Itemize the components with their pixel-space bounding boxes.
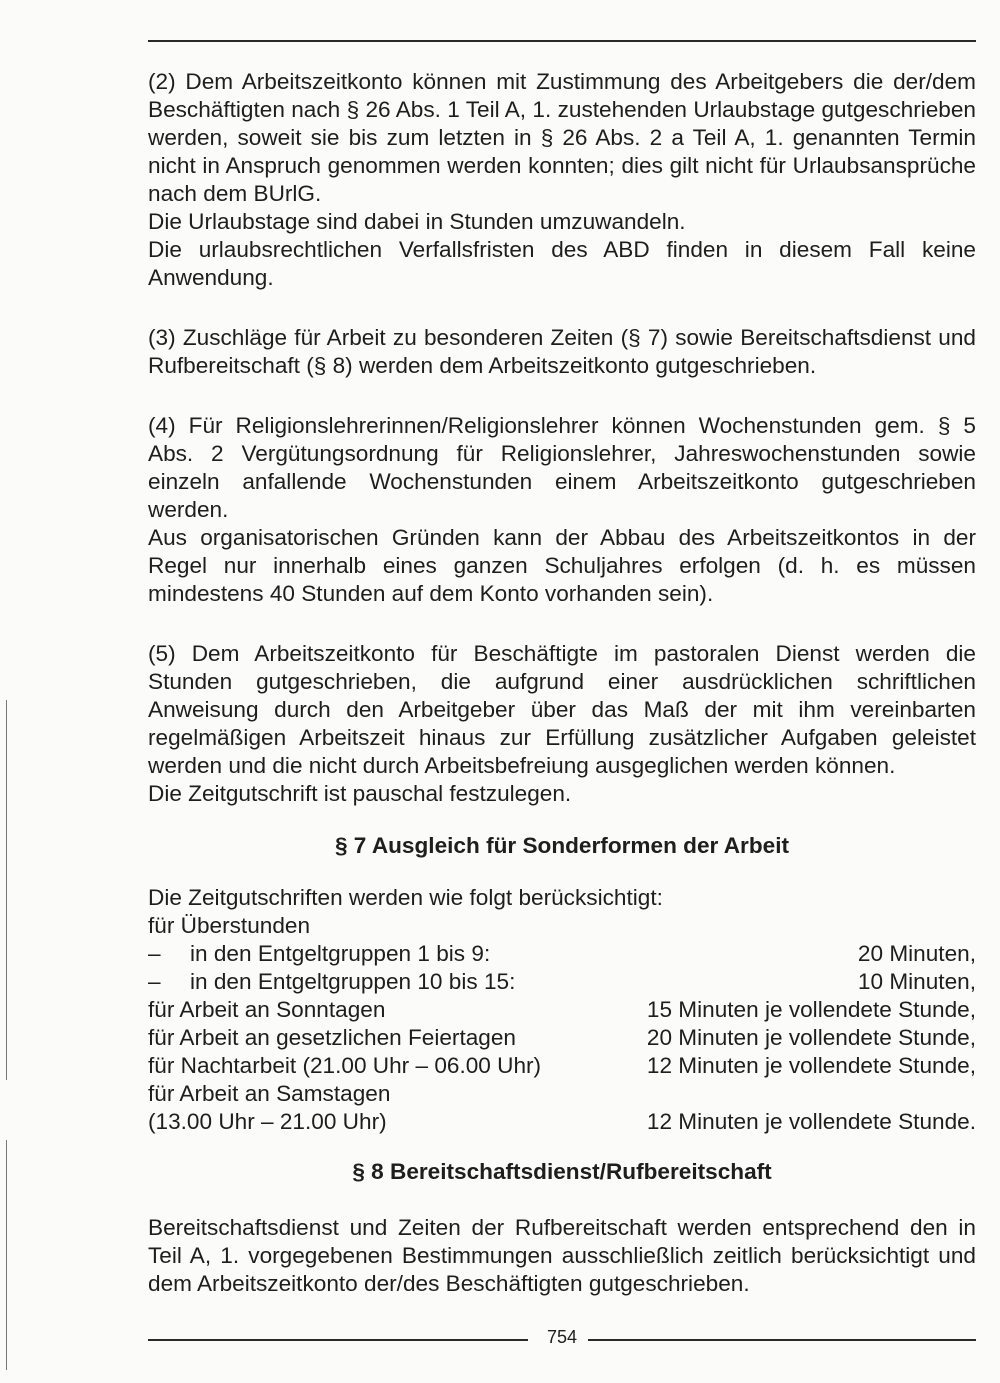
section-7-intro: Die Zeitgutschriften werden wie folgt berücksichtigt: bbox=[148, 885, 663, 910]
paragraph-5-note: Die Zeitgutschrift ist pauschal festzulegen. bbox=[148, 781, 572, 806]
paragraph-4: (4) Für Religionslehrerinnen/Religionslehrer können Wochenstunden gem. § 5 Abs. 2 Vergütungsordnung für Religionslehrer, Jahreswochenstunden sowie einzeln anfallende Wochenstunden einem Arbeitszeitkonto gutgeschrieben werden. bbox=[148, 413, 976, 522]
section-8-heading: § 8 Bereitschaftsdienst/Rufbereitschaft bbox=[352, 1159, 772, 1184]
scan-margin-mark bbox=[6, 1140, 7, 1370]
table-row: (13.00 Uhr – 21.00 Uhr) 12 Minuten je vollendete Stunde. bbox=[148, 1109, 976, 1134]
table-row: – in den Entgeltgruppen 10 bis 15: 10 Minuten, bbox=[148, 969, 976, 994]
scan-margin-mark bbox=[6, 700, 7, 1080]
section-7-overtime-label: für Überstunden bbox=[148, 913, 311, 938]
paragraph-2-expiry: Die urlaubsrechtlichen Verfallsfristen des ABD finden in diesem Fall keine Anwendung. bbox=[148, 237, 976, 290]
table-row: für Arbeit an Sonntagen 15 Minuten je vollendete Stunde, bbox=[148, 997, 976, 1022]
footer-rule-right bbox=[588, 1339, 976, 1341]
top-rule bbox=[148, 40, 976, 42]
paragraph-3: (3) Zuschläge für Arbeit zu besonderen Zeiten (§ 7) sowie Bereitschaftsdienst und Rufbereitschaft (§ 8) werden dem Arbeitszeitkonto gutgeschrieben. bbox=[148, 325, 976, 378]
paragraph-2-conversion: Die Urlaubstage sind dabei in Stunden umzuwandeln. bbox=[148, 209, 686, 234]
table-row: – in den Entgeltgruppen 1 bis 9: 20 Minuten, bbox=[148, 941, 976, 966]
section-8-text: Bereitschaftsdienst und Zeiten der Rufbereitschaft werden entsprechend den in Teil A, 1. vorgegebenen Bestimmungen ausschließlich zeitlich berücksichtigt und dem Arbeitszeitkonto der/des Beschäftigten gutgeschrieben. bbox=[148, 1215, 976, 1296]
document-body bbox=[148, 68, 976, 1298]
section-7-heading: § 7 Ausgleich für Sonderformen der Arbeit bbox=[334, 833, 790, 858]
table-row: für Nachtarbeit (21.00 Uhr – 06.00 Uhr) 12 Minuten je vollendete Stunde, bbox=[148, 1053, 976, 1078]
paragraph-2: (2) Dem Arbeitszeitkonto können mit Zustimmung des Arbeitgebers die der/dem Beschäftigten nach § 26 Abs. 1 Teil A, 1. zustehenden Urlaubstage gutgeschrieben werden, soweit sie bis zum letzten in § 26 Abs. 2 a Teil A, 1. genannten Termin nicht in Anspruch genommen werden konnten; dies gilt nicht für Urlaubsansprüche nach dem BUrlG. bbox=[148, 69, 976, 206]
page-footer bbox=[148, 1327, 976, 1357]
section-7-table bbox=[148, 940, 976, 1136]
page-number: 754 bbox=[546, 1327, 578, 1347]
paragraph-5: (5) Dem Arbeitszeitkonto für Beschäftigte im pastoralen Dienst werden die Stunden gutgeschrieben, die aufgrund einer ausdrücklichen schriftlichen Anweisung durch den Arbeitgeber über das Maß der mit ihm vereinbarten regelmäßigen Arbeitszeit hinaus zur Erfüllung zusätzlicher Aufgaben geleistet werden und die nicht durch Arbeitsbefreiung ausgeglichen werden können. bbox=[148, 641, 976, 778]
table-row: für Arbeit an Samstagen bbox=[148, 1081, 391, 1106]
paragraph-4-note: Aus organisatorischen Gründen kann der Abbau des Arbeitszeitkontos in der Regel nur innerhalb eines ganzen Schuljahres erfolgen (d. h. es müssen mindestens 40 Stunden auf dem Konto vorhanden sein). bbox=[148, 525, 976, 606]
table-row: für Arbeit an gesetzlichen Feiertagen 20 Minuten je vollendete Stunde, bbox=[148, 1025, 976, 1050]
